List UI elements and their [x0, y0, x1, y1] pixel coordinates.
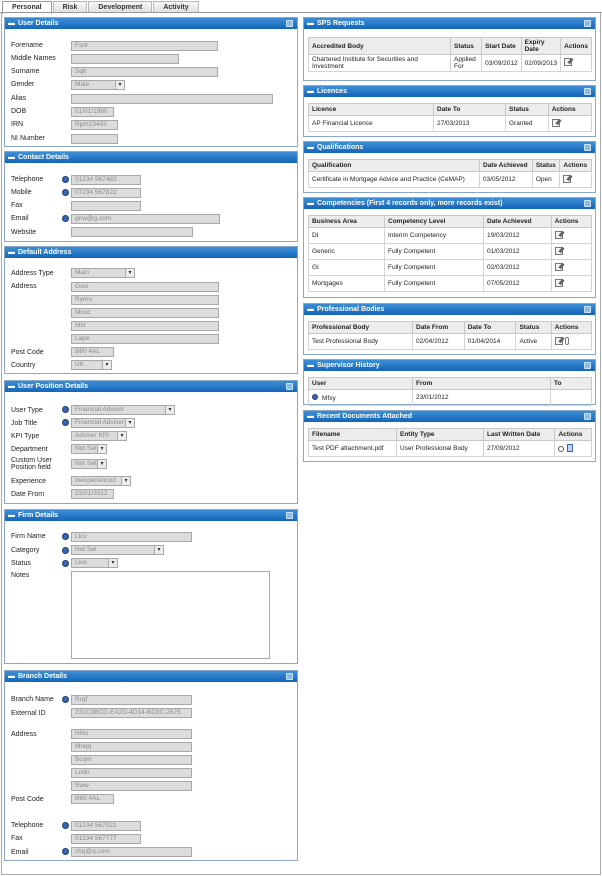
qualifications-panel: [303, 141, 596, 193]
branch-name-field[interactable]: Rrgf: [71, 695, 192, 705]
column-header[interactable]: Date Achieved: [480, 160, 533, 172]
pin-icon[interactable]: [286, 383, 293, 390]
branch-telephone-label: Telephone: [11, 822, 44, 829]
column-header[interactable]: Date Achieved: [484, 216, 552, 228]
branch-email-field[interactable]: chq@q.com: [71, 847, 192, 857]
table-row: [309, 172, 592, 188]
column-header[interactable]: Qualification: [309, 160, 480, 172]
fax-field[interactable]: [71, 201, 141, 211]
panel-title: User Position Details: [18, 383, 89, 390]
delete-icon[interactable]: [567, 444, 573, 452]
table-cell: Granted: [506, 116, 549, 132]
actions-cell: [551, 334, 591, 350]
table-cell: 27/09/2012: [484, 441, 555, 457]
table-cell: Fully Competent: [385, 276, 484, 292]
gender-select[interactable]: Male ▾: [71, 80, 125, 90]
pin-icon[interactable]: [584, 200, 591, 207]
firm-name-field[interactable]: Ltcv: [71, 532, 192, 542]
experience-label: Experience: [11, 478, 47, 485]
column-header[interactable]: Licence: [309, 104, 434, 116]
branch-fax-label: Fax: [11, 835, 23, 842]
table-cell: GI: [309, 260, 385, 276]
custom-field-select[interactable]: Not Set ▾: [71, 459, 107, 469]
branch-post-code-label: Post Code: [11, 796, 44, 803]
qualifications-table: [308, 159, 592, 188]
user-details-panel: [4, 17, 298, 147]
panel-title: Default Address: [18, 249, 72, 256]
branch-email-label: Email: [11, 849, 29, 856]
category-select[interactable]: Not Set ▾: [71, 545, 164, 555]
tab-risk[interactable]: Risk: [53, 1, 88, 13]
column-header[interactable]: Actions: [548, 104, 591, 116]
address-line-2[interactable]: Rymu: [71, 295, 219, 305]
collapse-icon[interactable]: ▬: [8, 249, 15, 256]
pin-icon[interactable]: [286, 673, 293, 680]
collapse-icon[interactable]: ▬: [307, 200, 314, 207]
post-code-label: Post Code: [11, 349, 44, 356]
licences-panel: [303, 85, 596, 137]
table-row: [309, 276, 592, 292]
info-icon[interactable]: [62, 560, 69, 567]
actions-cell: [561, 55, 592, 72]
external-id-field[interactable]: 231C3BCD-EA2D-4D14-BD3C-2675: [71, 708, 192, 718]
phone-icon[interactable]: [62, 822, 69, 829]
recent-documents-panel: [303, 410, 596, 462]
table-row: [309, 228, 592, 244]
alias-field[interactable]: [71, 94, 273, 104]
supervisor-table: [308, 377, 592, 406]
collapse-icon[interactable]: ▬: [8, 154, 15, 161]
table-cell: Generic: [309, 244, 385, 260]
edit-icon[interactable]: [552, 119, 560, 127]
table-row: [309, 441, 592, 457]
edit-icon[interactable]: [555, 247, 563, 255]
panel-title: Recent Documents Attached: [317, 413, 413, 420]
status-label: Status: [11, 560, 31, 567]
column-header[interactable]: Accredited Body: [309, 38, 451, 55]
email-icon[interactable]: [62, 215, 69, 222]
pin-icon[interactable]: [584, 88, 591, 95]
branch-address-line-5[interactable]: Sww: [71, 781, 192, 791]
gender-label: Gender: [11, 81, 35, 88]
branch-post-code-field[interactable]: B60 4AL: [71, 794, 114, 804]
branch-address-label: Address: [11, 731, 37, 738]
pin-icon[interactable]: [584, 144, 591, 151]
column-header[interactable]: Expiry Date: [521, 38, 561, 55]
table-cell: Open: [532, 172, 560, 188]
documents-table: [308, 428, 592, 457]
professional-bodies-panel: [303, 303, 596, 355]
panel-header[interactable]: [5, 671, 297, 682]
column-header[interactable]: Status: [532, 160, 560, 172]
website-field[interactable]: [71, 227, 193, 237]
collapse-icon[interactable]: ▬: [307, 362, 314, 369]
table-cell: User Professional Body: [397, 441, 484, 457]
edit-icon[interactable]: [563, 175, 571, 183]
column-header[interactable]: Date To: [434, 104, 506, 116]
table-header-row: [309, 38, 592, 55]
table-cell: Active: [516, 334, 551, 350]
info-icon[interactable]: [62, 419, 69, 426]
professional-bodies-table: [308, 321, 592, 350]
forename-field[interactable]: Fsnr: [71, 41, 218, 51]
edit-icon[interactable]: [555, 263, 563, 271]
mobile-field[interactable]: 07234 567822: [71, 188, 141, 198]
column-header[interactable]: Status: [516, 322, 551, 334]
ni-number-field[interactable]: [71, 134, 118, 144]
table-cell: Mortgages: [309, 276, 385, 292]
table-cell: Test PDF attachment.pdf: [309, 441, 397, 457]
table-cell: DI: [309, 228, 385, 244]
table-cell: 02/03/2012: [484, 260, 552, 276]
column-header[interactable]: Actions: [555, 429, 592, 441]
table-row: [309, 260, 592, 276]
experience-select[interactable]: Inexperienced ▾: [71, 476, 131, 486]
address-type-select[interactable]: Main ▾: [71, 268, 135, 278]
table-cell: [309, 390, 413, 406]
user-icon[interactable]: [312, 394, 318, 400]
kpi-type-label: KPI Type: [11, 433, 40, 440]
panel-header[interactable]: [304, 411, 595, 422]
notes-textarea[interactable]: [71, 571, 270, 659]
website-label: Website: [11, 229, 37, 236]
edit-icon[interactable]: [555, 279, 563, 287]
address-line-3[interactable]: Mcoc: [71, 308, 219, 318]
actions-cell: [560, 172, 592, 188]
table-row: [309, 55, 592, 72]
email-icon[interactable]: [62, 848, 69, 855]
user-type-select[interactable]: Financial Adviser ▾: [71, 405, 175, 415]
panel-header[interactable]: [5, 510, 297, 521]
user-position-panel: [4, 380, 298, 504]
branch-telephone-field[interactable]: 01234 567021: [71, 821, 141, 831]
forename-label: Forename: [11, 42, 43, 49]
branch-address-line-3[interactable]: Bcqm: [71, 755, 192, 765]
edit-icon[interactable]: [555, 231, 563, 239]
edit-icon[interactable]: [555, 337, 563, 345]
mobile-label: Mobile: [11, 189, 32, 196]
panel-title: Professional Bodies: [317, 306, 385, 313]
department-label: Department: [11, 446, 48, 453]
branch-details-panel: [4, 670, 298, 861]
panel-header[interactable]: [304, 198, 595, 209]
address-line-4[interactable]: Mtir: [71, 321, 219, 331]
pin-icon[interactable]: [584, 306, 591, 313]
panel-header[interactable]: [5, 152, 297, 163]
table-cell: 01/04/2014: [464, 334, 516, 350]
supervisor-history-panel: [303, 359, 596, 405]
firm-details-panel: [4, 509, 298, 664]
pin-icon[interactable]: [286, 512, 293, 519]
firm-name-label: Firm Name: [11, 533, 46, 540]
table-cell: 03/09/2012: [482, 55, 522, 72]
collapse-icon[interactable]: ▬: [8, 512, 15, 519]
address-line-5[interactable]: Lape: [71, 334, 219, 344]
table-row: [309, 390, 592, 406]
department-select[interactable]: Not Set ▾: [71, 444, 107, 454]
ni-number-label: NI Number: [11, 135, 45, 142]
table-cell: 27/03/2013: [434, 116, 506, 132]
table-cell: Applied For: [451, 55, 482, 72]
user-type-label: User Type: [11, 407, 43, 414]
status-select[interactable]: Live ▾: [71, 558, 118, 568]
actions-cell: [551, 244, 591, 260]
column-header[interactable]: Filename: [309, 429, 397, 441]
table-row: [309, 116, 592, 132]
panel-title: Branch Details: [18, 673, 68, 680]
actions-cell: [551, 260, 591, 276]
table-header-row: [309, 429, 592, 441]
branch-name-label: Branch Name: [11, 696, 54, 703]
table-header-row: [309, 322, 592, 334]
phone-icon[interactable]: [62, 189, 69, 196]
table-cell: 19/03/2012: [484, 228, 552, 244]
view-icon[interactable]: [558, 446, 564, 452]
telephone-label: Telephone: [11, 176, 44, 183]
country-label: Country: [11, 362, 36, 369]
dob-label: DOB: [11, 108, 27, 115]
column-header[interactable]: User: [309, 378, 413, 390]
column-header[interactable]: Professional Body: [309, 322, 413, 334]
info-icon[interactable]: [62, 696, 69, 703]
branch-address-line-1[interactable]: Nhts: [71, 729, 192, 739]
category-label: Category: [11, 547, 40, 554]
table-header-row: [309, 160, 592, 172]
column-header[interactable]: Business Area: [309, 216, 385, 228]
date-from-label: Date From: [11, 491, 45, 498]
collapse-icon[interactable]: ▬: [8, 20, 15, 27]
table-cell: 02/09/2013: [521, 55, 561, 72]
branch-fax-field[interactable]: 01234 567777: [71, 834, 141, 844]
supervisor-name: Mfxy: [322, 394, 336, 402]
collapse-icon[interactable]: ▬: [307, 144, 314, 151]
panel-title: Qualifications: [317, 144, 364, 151]
table-header-row: [309, 216, 592, 228]
tab-activity[interactable]: Activity: [153, 1, 198, 13]
external-id-label: External ID: [11, 710, 46, 717]
address-line-1[interactable]: Gvio: [71, 282, 219, 292]
surname-field[interactable]: Sqlt: [71, 67, 218, 77]
actions-cell: [555, 441, 592, 457]
actions-cell: [551, 228, 591, 244]
irn-label: IRN: [11, 121, 24, 128]
table-row: [309, 334, 592, 350]
column-header[interactable]: Entity Type: [397, 429, 484, 441]
table-cell: Fully Competent: [385, 244, 484, 260]
job-title-label: Job Title: [11, 420, 38, 427]
pin-icon[interactable]: [286, 20, 293, 27]
email-field[interactable]: gnw@g.com: [71, 214, 220, 224]
post-code-field[interactable]: B60 4AL: [71, 347, 114, 357]
panel-title: User Details: [18, 20, 59, 27]
collapse-icon[interactable]: ▬: [307, 413, 314, 420]
middle-names-field[interactable]: [71, 54, 179, 64]
panel-header[interactable]: [304, 304, 595, 315]
column-header[interactable]: Actions: [551, 216, 591, 228]
table-cell: 07/05/2012: [484, 276, 552, 292]
branch-address-line-2[interactable]: Mnqq: [71, 742, 192, 752]
column-header[interactable]: Last Written Date: [484, 429, 555, 441]
address-type-label: Address Type: [11, 270, 54, 277]
panel-header[interactable]: [304, 86, 595, 97]
column-header[interactable]: Actions: [561, 38, 592, 55]
collapse-icon[interactable]: ▬: [307, 306, 314, 313]
kpi-type-select[interactable]: Adviser KPI ▾: [71, 431, 127, 441]
attachment-icon[interactable]: [565, 337, 569, 345]
table-cell: Certificate in Mortgage Advice and Practice (CeMAP): [309, 172, 480, 188]
panel-title: SPS Requests: [317, 20, 365, 27]
table-header-row: [309, 378, 592, 390]
branch-address-line-4[interactable]: Lndn: [71, 768, 192, 778]
edit-icon[interactable]: [564, 58, 572, 66]
panel-title: Firm Details: [18, 512, 59, 519]
competencies-table: [308, 215, 592, 292]
table-cell: Interim Competency: [385, 228, 484, 244]
surname-label: Surname: [11, 68, 40, 75]
column-header[interactable]: Status: [506, 104, 549, 116]
panel-header[interactable]: [5, 247, 297, 258]
contact-details-panel: [4, 151, 298, 242]
notes-label: Notes: [11, 572, 30, 579]
irn-field[interactable]: Rpm23443: [71, 120, 118, 130]
date-from-field[interactable]: 23/01/2012: [71, 489, 114, 499]
address-label: Address: [11, 283, 37, 290]
panel-title: Competencies (First 4 records only, more records exist): [317, 200, 503, 207]
tab-development[interactable]: Development: [88, 1, 152, 13]
licences-table: [308, 103, 592, 132]
collapse-icon[interactable]: ▬: [307, 88, 314, 95]
collapse-icon[interactable]: ▬: [8, 383, 15, 390]
column-header[interactable]: Status: [451, 38, 482, 55]
tab-personal[interactable]: Personal: [2, 1, 52, 14]
column-header[interactable]: Date To: [464, 322, 516, 334]
collapse-icon[interactable]: ▬: [8, 673, 15, 680]
info-icon[interactable]: [62, 533, 69, 540]
column-header[interactable]: To: [551, 378, 592, 390]
table-header-row: [309, 104, 592, 116]
sps-requests-panel: [303, 17, 596, 81]
competencies-panel: [303, 197, 596, 298]
actions-cell: [548, 116, 591, 132]
fax-label: Fax: [11, 202, 23, 209]
pin-icon[interactable]: [584, 362, 591, 369]
country-select[interactable]: UK ▾: [71, 360, 112, 370]
pin-icon[interactable]: [584, 413, 591, 420]
column-header[interactable]: From: [413, 378, 551, 390]
dob-field[interactable]: 01/01/1980: [71, 107, 114, 117]
alias-label: Alias: [11, 95, 27, 102]
panel-header[interactable]: [304, 18, 595, 29]
table-cell: 23/01/2012: [413, 390, 551, 406]
panel-header[interactable]: [5, 381, 297, 392]
column-header[interactable]: Start Date: [482, 38, 522, 55]
panel-title: Contact Details: [18, 154, 69, 161]
email-label: Email: [11, 215, 29, 222]
table-cell: AP Financial Licence: [309, 116, 434, 132]
table-row: [309, 244, 592, 260]
table-cell: 03/05/2012: [480, 172, 533, 188]
sps-table: [308, 37, 592, 72]
telephone-field[interactable]: 01234 567483: [71, 175, 141, 185]
panel-title: Licences: [317, 88, 347, 95]
column-header[interactable]: Actions: [560, 160, 592, 172]
info-icon[interactable]: [62, 406, 69, 413]
default-address-panel: [4, 246, 298, 374]
actions-cell: [551, 276, 591, 292]
table-cell: 01/03/2012: [484, 244, 552, 260]
custom-field-label: Custom User Position field: [11, 457, 52, 471]
panel-header[interactable]: [304, 360, 595, 371]
table-cell: Test Professional Body: [309, 334, 413, 350]
panel-header[interactable]: [5, 18, 297, 29]
column-header[interactable]: Date From: [413, 322, 465, 334]
collapse-icon[interactable]: ▬: [307, 20, 314, 27]
column-header[interactable]: Actions: [551, 322, 591, 334]
phone-icon[interactable]: [62, 176, 69, 183]
info-icon[interactable]: [62, 547, 69, 554]
column-header[interactable]: Competency Level: [385, 216, 484, 228]
panel-title: Supervisor History: [317, 362, 380, 369]
table-cell: [551, 390, 592, 406]
middle-names-label: Middle Names: [11, 55, 56, 62]
table-cell: Fully Competent: [385, 260, 484, 276]
table-cell: 02/04/2012: [413, 334, 465, 350]
job-title-select[interactable]: Financial Adviser ▾: [71, 418, 135, 428]
pin-icon[interactable]: [584, 20, 591, 27]
table-cell: Chartered Institute for Securities and Investment: [309, 55, 451, 72]
panel-header[interactable]: [304, 142, 595, 153]
